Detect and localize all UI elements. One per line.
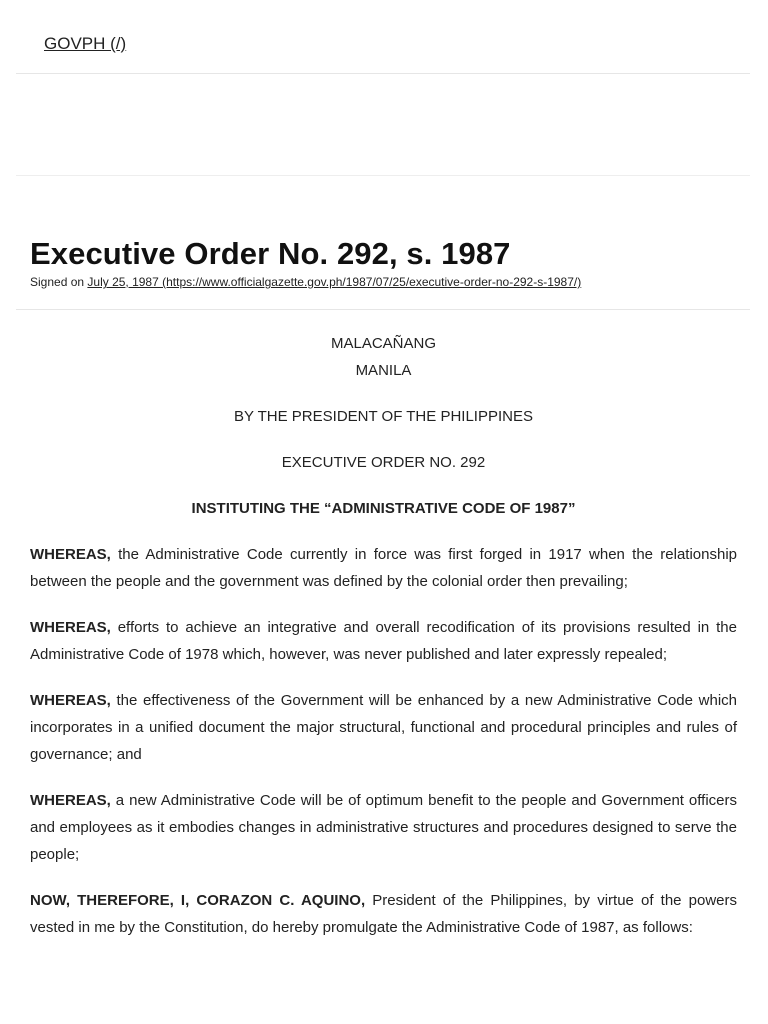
document-body [30, 330, 737, 941]
whereas-paragraph-2 [30, 614, 737, 668]
paragraph-text: the effectiveness of the Government will be enhanced by a new Administrative Code which incorporates in a unified document the major structural, functional and procedural principles and rules of governance; and [30, 692, 737, 763]
signed-date-line [30, 275, 581, 289]
paragraph-lead: WHEREAS, [30, 692, 111, 709]
paragraph-lead: WHEREAS, [30, 546, 111, 563]
paragraph-text: President of the Philippines, by virtue of the powers vested in me by the Constitution, do hereby promulgate the Administrative Code of 1987, as follows: [30, 892, 737, 936]
now-therefore-paragraph [30, 887, 737, 941]
by-the-president-line: BY THE PRESIDENT OF THE PHILIPPINES [234, 408, 533, 425]
top-navigation-bar [16, 0, 750, 74]
place-line-manila: MANILA [355, 362, 412, 379]
signed-date-link[interactable]: July 25, 1987 (https://www.officialgazette.gov.ph/1987/07/25/executive-order-no-292-s-1987/) [87, 275, 582, 289]
title-divider [16, 309, 750, 310]
page-title: Executive Order No. 292, s. 1987 [30, 236, 511, 271]
paragraph-text: efforts to achieve an integrative and overall recodification of its provisions resulted in the Administrative Code of 1978 which, however, was never published and later expressly repealed; [30, 619, 737, 663]
paragraph-text: a new Administrative Code will be of optimum benefit to the people and Government officers and employees as it embodies changes in administrative structures and procedures designed to serve the people; [30, 792, 737, 863]
paragraph-lead: WHEREAS, [30, 619, 111, 636]
whereas-paragraph-1 [30, 541, 737, 595]
paragraph-lead: WHEREAS, [30, 792, 111, 809]
header-banner-area [16, 74, 750, 176]
signed-prefix: Signed on [30, 275, 85, 289]
order-number-line: EXECUTIVE ORDER NO. 292 [281, 454, 486, 471]
paragraph-lead: NOW, THEREFORE, I, CORAZON C. AQUINO, [30, 892, 366, 909]
whereas-paragraph-3 [30, 687, 737, 768]
whereas-paragraph-4 [30, 787, 737, 868]
paragraph-text: the Administrative Code currently in force was first forged in 1917 when the relationship between the people and the government was defined by the colonial order then prevailing; [30, 546, 737, 590]
govph-home-link[interactable]: GOVPH (/) [44, 34, 127, 53]
order-heading: INSTITUTING THE “ADMINISTRATIVE CODE OF 1987” [191, 500, 576, 517]
place-line-malacanang: MALACAÑANG [330, 335, 437, 352]
